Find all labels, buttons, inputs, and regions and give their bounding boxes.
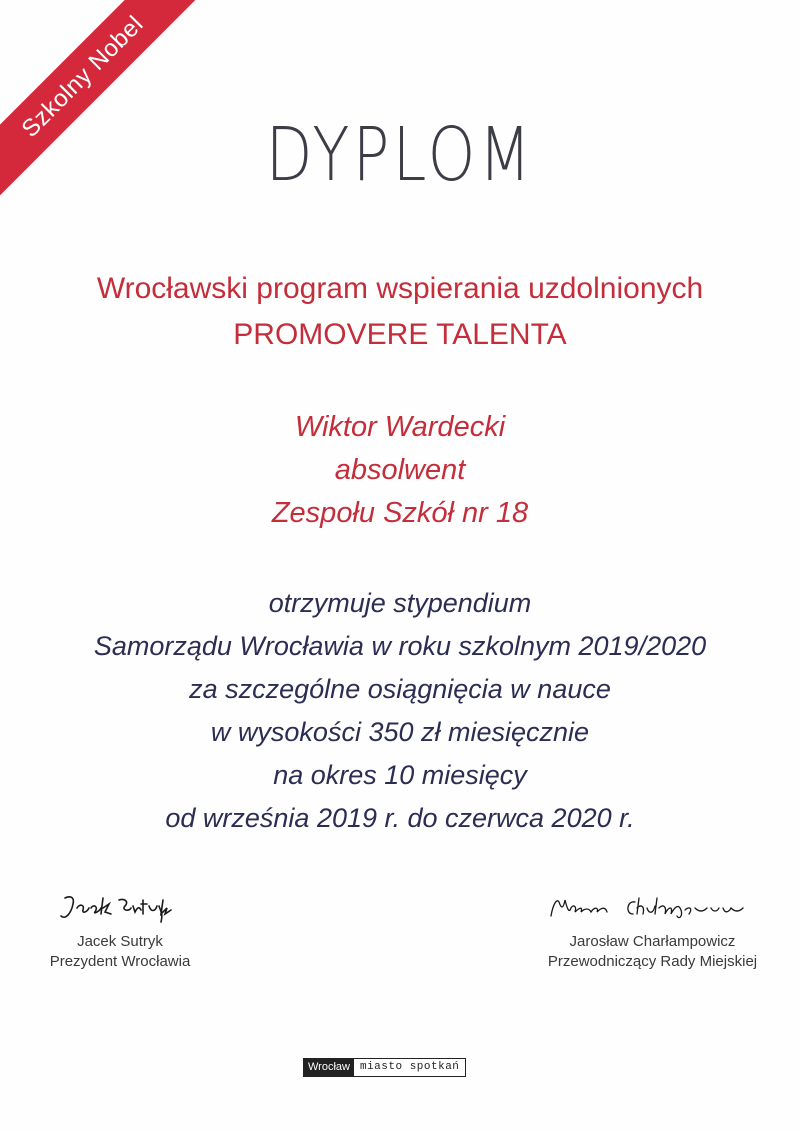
award-line-3: za szczególne osiągnięcia w nauce bbox=[189, 674, 611, 704]
signatory-title-left: Prezydent Wrocławia bbox=[49, 953, 191, 970]
award-line-1: otrzymuje stypendium bbox=[268, 588, 532, 618]
signature-right bbox=[525, 890, 780, 972]
signatory-name-left: Jacek Sutryk bbox=[77, 933, 163, 950]
diploma-title: DYPLOM bbox=[265, 112, 535, 198]
award-text bbox=[0, 582, 800, 840]
handwritten-signature-right bbox=[543, 890, 763, 926]
award-line-4: w wysokości 350 zł miesięcznie bbox=[210, 717, 590, 747]
handwritten-signature-left bbox=[55, 890, 185, 926]
award-line-6: od września 2019 r. do czerwca 2020 r. bbox=[165, 803, 635, 833]
ribbon-label: Szkolny Nobel bbox=[16, 10, 149, 143]
signatory-name-right: Jarosław Charłampowicz bbox=[569, 933, 736, 950]
recipient-name: Wiktor Wardecki bbox=[294, 411, 506, 443]
program-title: PROMOVERE TALENTA bbox=[233, 318, 567, 351]
recipient-role: absolwent bbox=[334, 454, 466, 486]
award-line-2: Samorządu Wrocławia w roku szkolnym 2019/2020 bbox=[93, 631, 707, 661]
program-name: Wrocławski program wspierania uzdolnionych bbox=[96, 272, 704, 305]
recipient-school: Zespołu Szkół nr 18 bbox=[271, 497, 529, 529]
recipient-block bbox=[0, 406, 800, 535]
award-line-5: na okres 10 miesięcy bbox=[273, 760, 527, 790]
wroclaw-logo bbox=[303, 1058, 466, 1077]
signatory-title-right: Przewodniczący Rady Miejskiej bbox=[547, 953, 758, 970]
logo-city: Wrocław bbox=[304, 1059, 354, 1076]
signature-left bbox=[20, 890, 220, 972]
program-heading bbox=[0, 266, 800, 358]
logo-slogan: miasto spotkań bbox=[354, 1059, 465, 1076]
